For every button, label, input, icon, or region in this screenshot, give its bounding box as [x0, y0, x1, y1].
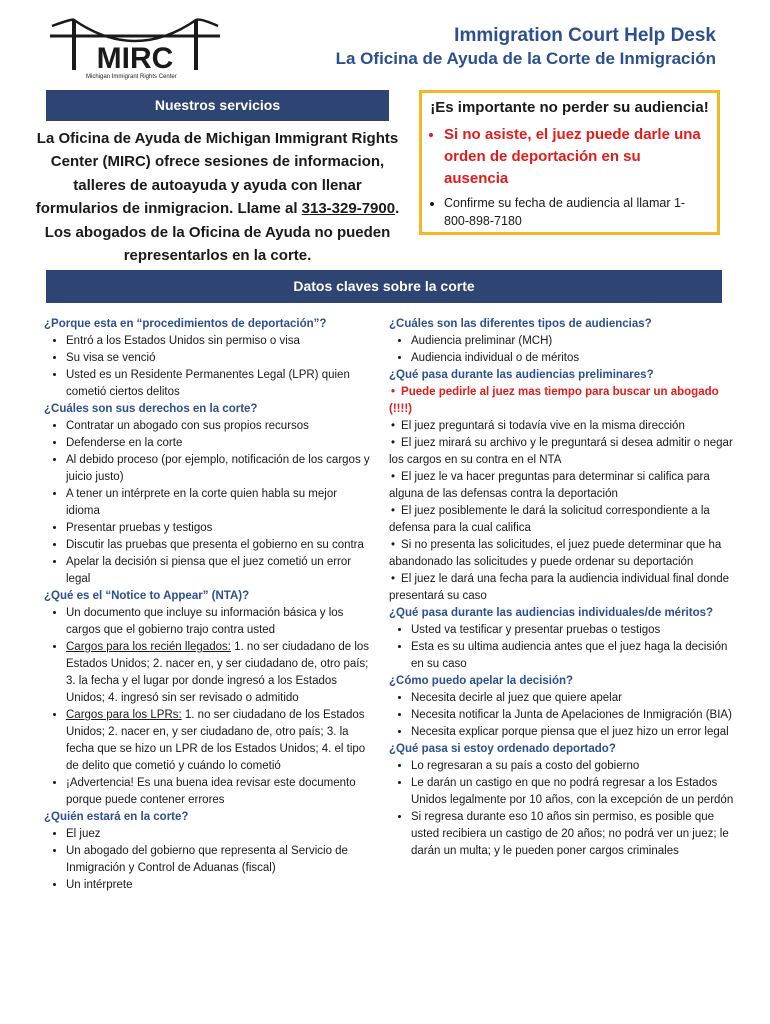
- question-heading: ¿Qué pasa durante las audiencias individuales/de méritos?: [389, 607, 714, 619]
- logo-text: MIRC: [96, 42, 174, 74]
- services-text-after: . Los abogados de la Oficina de Ayuda no pueden representarlos en la corte.: [44, 200, 400, 265]
- facts-left-column: [44, 316, 374, 894]
- list-item: • Contratar un abogado con sus propios recursos: [66, 418, 374, 435]
- logo-subtitle: Michigan Immigrant Rights Center: [86, 74, 177, 80]
- question-heading: ¿Qué pasa si estoy ordenado deportado?: [389, 743, 616, 755]
- list-item: • Necesita explicar porque piensa que el juez hizo un error legal: [411, 724, 734, 741]
- page-title: [336, 24, 716, 70]
- services-description: [30, 127, 405, 267]
- mirc-logo: [50, 12, 220, 84]
- facts-heading: Datos claves sobre la corte: [46, 270, 722, 303]
- question-heading: ¿Cuáles son sus derechos en la corte?: [44, 403, 258, 415]
- list-item: • Un documento que incluye su información básica y los cargos que el gobierno trajo contra usted: [66, 605, 374, 639]
- list-item: • Al debido proceso (por ejemplo, notificación de los cargos y juicio justo): [66, 452, 374, 486]
- list-item: • Usted va testificar y presentar pruebas o testigos: [411, 622, 734, 639]
- question-heading: ¿Qué pasa durante las audiencias preliminares?: [389, 369, 654, 381]
- list-item: • Si no presenta las solicitudes, el juez puede determinar que ha abandonado las solicitudes y puede ordenar su deportación: [389, 537, 734, 571]
- bridge-logo-icon: [50, 12, 220, 74]
- list-item: • Discutir las pruebas que presenta el gobierno en su contra: [66, 537, 374, 554]
- list-item: • El juez: [66, 826, 374, 843]
- list-item: • El juez le dará una fecha para la audiencia individual final donde presentará su caso: [389, 571, 734, 605]
- services-heading: Nuestros servicios: [46, 90, 389, 121]
- list-item: • Audiencia preliminar (MCH): [411, 333, 734, 350]
- question-heading: ¿Porque esta en “procedimientos de deportación”?: [44, 318, 327, 330]
- list-item: • Defenderse en la corte: [66, 435, 374, 452]
- charge-text: 1. no ser ciudadano de los Estados Unidos; 2. nacer en, y ser ciudadano de, otro país; 3. la fecha que se hizo un LPR de los Estados Unidos; 4. el tipo de delito que cometió y cuándo lo cometió: [66, 709, 366, 772]
- charge-label: Cargos para los recién llegados:: [66, 641, 231, 653]
- question-heading: ¿Cuáles son las diferentes tipos de audiencias?: [389, 318, 652, 330]
- list-item: • Presentar pruebas y testigos: [66, 520, 374, 537]
- list-item: • Le darán un castigo en que no podrá regresar a los Estados Unidos legalmente por 10 años, con la excepción de un perdón: [411, 775, 734, 809]
- list-item: • Su visa se venció: [66, 350, 374, 367]
- question-heading: ¿Qué es el “Notice to Appear” (NTA)?: [44, 590, 250, 602]
- services-phone-link[interactable]: 313-329-7900: [301, 200, 396, 218]
- title-spanish: La Oficina de Ayuda de la Corte de Inmigración: [335, 49, 716, 68]
- list-item: • A tener un intérprete en la corte quien habla su mejor idioma: [66, 486, 374, 520]
- list-item: • El juez le va hacer preguntas para determinar si califica para alguna de las defensas contra la deportación: [389, 469, 734, 503]
- warning-red-item: • Si no asiste, el juez puede darle una orden de deportación en su ausencia: [444, 124, 709, 190]
- list-item: • Entró a los Estados Unidos sin permiso o visa: [66, 333, 374, 350]
- question-heading: ¿Quién estará en la corte?: [44, 811, 189, 823]
- list-item: [66, 639, 374, 707]
- charge-text: 1. no ser ciudadano de los Estados Unidos; 2. nacer en, y ser ciudadano de, otro país; 3. la fecha y el lugar por donde ingresó a los Estados Unidos; 4. ingresó sin ser revisado o admitido: [66, 641, 370, 704]
- warning-confirm-item: • Confirme su fecha de audiencia al llamar 1-800-898-7180: [444, 194, 709, 230]
- facts-right-column: [389, 316, 734, 860]
- list-item: • Necesita notificar la Junta de Apelaciones de Inmigración (BIA): [411, 707, 734, 724]
- list-item: • Si regresa durante eso 10 años sin permiso, es posible que usted recibiera un castigo de 20 años; no podrá ver un juez; le darán un multa; y le pueden poner cargos criminales: [411, 809, 734, 860]
- list-item: • Necesita decirle al juez que quiere apelar: [411, 690, 734, 707]
- question-heading: ¿Cómo puedo apelar la decisión?: [389, 675, 574, 687]
- list-item: [66, 707, 374, 775]
- list-item: • El juez posiblemente le dará la solicitud correspondiente a la defensa para la cual califica: [389, 503, 734, 537]
- list-item: • Usted es un Residente Permanentes Legal (LPR) quien cometió ciertos delitos: [66, 367, 374, 401]
- list-item: • Un intérprete: [66, 877, 374, 894]
- list-item: • El juez preguntará si todavía vive en la misma dirección: [389, 418, 734, 435]
- hearing-warning-box: [419, 90, 720, 235]
- list-item: • El juez mirará su archivo y le preguntará si desea admitir o negar los cargos en su contra en el NTA: [389, 435, 734, 469]
- list-item: • Esta es su ultima audiencia antes que el juez haga la decisión en su caso: [411, 639, 734, 673]
- list-item-red: • Puede pedirle al juez mas tiempo para buscar un abogado (!!!!): [389, 384, 734, 418]
- list-item: • Audiencia individual o de méritos: [411, 350, 734, 367]
- list-item: • Lo regresaran a su país a costo del gobierno: [411, 758, 734, 775]
- title-english: Immigration Court Help Desk: [454, 25, 716, 46]
- list-item: • Un abogado del gobierno que representa al Servicio de Inmigración y Control de Aduanas (fiscal): [66, 843, 374, 877]
- warning-title: ¡Es importante no perder su audiencia!: [430, 99, 709, 116]
- services-text-before: La Oficina de Ayuda de Michigan Immigrant Rights Center (MIRC) ofrece sesiones de informacion, talleres de autoayuda y ayuda con llenar formularios de inmigracion. Llame al: [35, 130, 399, 218]
- list-item: • Apelar la decisión si piensa que el juez cometió un error legal: [66, 554, 374, 588]
- list-item: • ¡Advertencia! Es una buena idea revisar este documento porque puede contener errores: [66, 775, 374, 809]
- charge-label: Cargos para los LPRs:: [66, 709, 182, 721]
